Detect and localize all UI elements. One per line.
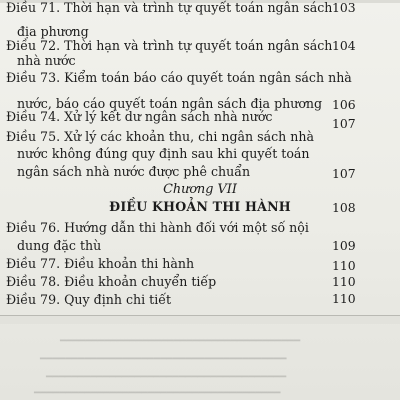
toc-page-dieu-72: 104 bbox=[332, 38, 356, 53]
footer-gap bbox=[0, 316, 400, 324]
toc-entry-dieu-79: Điều 79. Quy định chi tiết bbox=[6, 292, 172, 307]
show-through-line-4: ━━━━━━━━━━━━━━━━━━━━━━━━━━━━━━━━━━━━━━━ bbox=[34, 387, 281, 399]
toc-page-dieu-79: 110 bbox=[332, 291, 356, 306]
toc-page-dieu-78: 110 bbox=[332, 274, 356, 289]
toc-entry-dieu-75-cont1: nước không đúng quy định sau khi quyết toán bbox=[17, 146, 310, 161]
toc-entry-dieu-76-cont: dung đặc thù bbox=[17, 238, 102, 253]
toc-entry-dieu-75-cont2: ngân sách nhà nước được phê chuẩn bbox=[17, 164, 251, 179]
chapter-title: ĐIỀU KHOẢN THI HÀNH bbox=[109, 199, 291, 214]
toc-entry-dieu-75: Điều 75. Xử lý các khoản thu, chi ngân sách nhà bbox=[6, 129, 315, 144]
toc-page-dieu-76: 109 bbox=[332, 238, 356, 253]
toc-entry-dieu-72-cont: nhà nước bbox=[17, 53, 76, 68]
toc-entry-dieu-71: Điều 71. Thời hạn và trình tự quyết toán ngân sách bbox=[6, 0, 333, 15]
toc-page-dieu-73: 106 bbox=[332, 97, 356, 112]
toc-entry-dieu-73-cont: nước, báo cáo quyết toán ngân sách địa phương bbox=[17, 96, 323, 111]
toc-page-dieu-77: 110 bbox=[332, 258, 356, 273]
toc-entry-dieu-74: Điều 74. Xử lý kết dư ngân sách nhà nước bbox=[6, 109, 273, 124]
toc-entry-dieu-71-cont: địa phương bbox=[17, 24, 89, 39]
toc-page-dieu-71: 103 bbox=[332, 0, 356, 15]
chapter-label: Chương VII bbox=[163, 182, 237, 197]
toc-page-chapter: 108 bbox=[332, 200, 356, 215]
toc-entry-dieu-73: Điều 73. Kiểm toán báo cáo quyết toán ngân sách nhà bbox=[6, 70, 352, 85]
show-through-line-1: ━━━━━━━━━━━━━━━━━━━━━━━━━━━━━━━━━━━━━━ bbox=[60, 335, 301, 347]
toc-page-dieu-74: 107 bbox=[332, 116, 356, 131]
toc-entry-dieu-76: Điều 76. Hướng dẫn thi hành đối với một số nội bbox=[6, 220, 309, 235]
toc-entry-dieu-72: Điều 72. Thời hạn và trình tự quyết toán ngân sách bbox=[6, 38, 333, 53]
toc-entry-dieu-78: Điều 78. Điều khoản chuyển tiếp bbox=[6, 274, 217, 289]
toc-page-dieu-75: 107 bbox=[332, 166, 356, 181]
show-through-line-3: ━━━━━━━━━━━━━━━━━━━━━━━━━━━━━━━━━━━━━━ bbox=[46, 371, 287, 383]
toc-entry-dieu-77: Điều 77. Điều khoản thi hành bbox=[6, 256, 195, 271]
show-through-line-2: ━━━━━━━━━━━━━━━━━━━━━━━━━━━━━━━━━━━━━━━ bbox=[40, 353, 287, 365]
